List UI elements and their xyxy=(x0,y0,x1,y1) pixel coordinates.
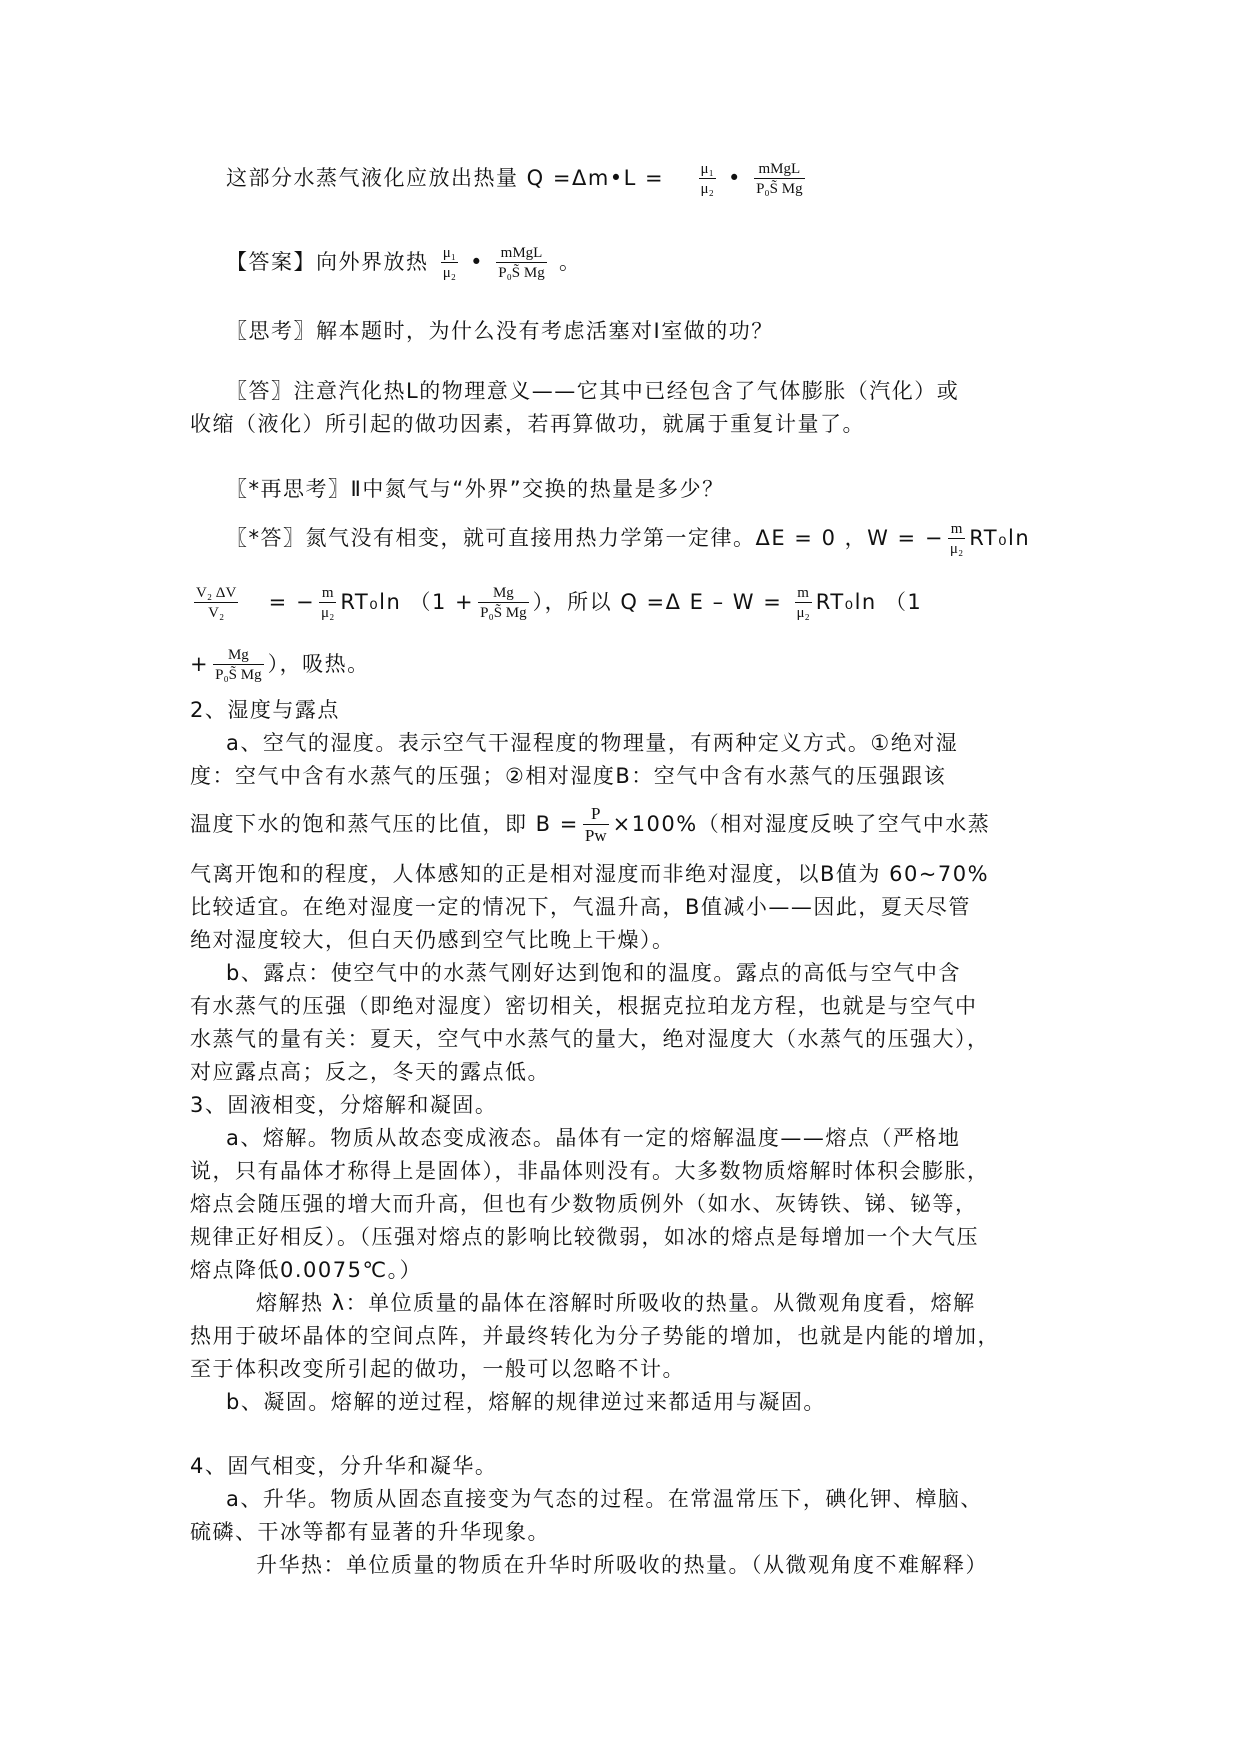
sec4-a-line-2: 硫磷、干冰等都有显著的升华现象。 xyxy=(190,1520,550,1544)
answer-text: 【答案】向外界放热 xyxy=(226,250,429,274)
think-answer-line-1: 〖答〗注意汽化热L的物理意义——它其中已经包含了气体膨胀（汽化）或 xyxy=(226,379,960,403)
sec3-heat-line-2: 热用于破坏晶体的空间点阵，并最终转化为分子势能的增加，也就是内能的增加， xyxy=(190,1324,1000,1348)
sec3-a-line-4: 规律正好相反）。（压强对熔点的影响比较微弱，如冰的熔点是每增加一个大气压 xyxy=(190,1225,979,1249)
sec2-a-line-4: 气离开饱和的程度，人体感知的正是相对湿度而非绝对湿度，以B值为 60~70% xyxy=(190,862,990,886)
mmgl-fraction: $\frac{\text{mMgL}}{\text{P₀S̃ Mg}}$ xyxy=(756,161,803,197)
rethink-answer-line-1: 〖*答〗氮气没有相变，就可直接用热力学第一定律。ΔE = 0 ，W = − $\frac{m}{\text{μ₂}}$ RT₀ln xyxy=(226,521,1031,557)
sec3-a-line-1: a、熔解。物质从故态变成液态。晶体有一定的熔解温度——熔点（严格地 xyxy=(226,1126,961,1150)
section-4-title: 4、固气相变，分升华和凝华。 xyxy=(190,1454,498,1478)
sec3-a-line-2: 说，只有晶体才称得上是固体），非晶体则没有。大多数物质熔解时体积会膨胀， xyxy=(190,1159,990,1183)
think-answer-line-2: 收缩（液化）所引起的做功因素，若再算做功，就属于重复计量了。 xyxy=(190,412,865,436)
heat-equation-line: 这部分水蒸气液化应放出热量 Q =Δm•L = $\frac{\text{μ₁}}{\text{μ₂}}$ • $\frac{\text{mMgL}}{\text{P₀S̃ Mg}}$ xyxy=(226,161,803,197)
sec2-b-line-4: 对应露点高；反之，冬天的露点低。 xyxy=(190,1060,550,1084)
volume-fraction: $\frac{\text{V₂ ΔV}}{\text{V₂}}$ xyxy=(196,585,237,621)
rethink-question: 〖*再思考〗Ⅱ中氮气与“外界”交换的热量是多少？ xyxy=(226,477,725,501)
sec2-a-line-1: a、空气的湿度。表示空气干湿程度的物理量，有两种定义方式。①绝对湿 xyxy=(226,731,959,755)
sec4-heat-line: 升华热：单位质量的物质在升华时所吸收的热量。（从微观角度不难解释） xyxy=(256,1553,988,1577)
mg-fraction: $\frac{Mg}{\text{P₀S̃ Mg}}$ xyxy=(480,585,527,621)
rethink-answer-line-2: $\frac{\text{V₂ ΔV}}{\text{V₂}}$ = − $\frac{m}{\text{μ₂}}$ RT₀ln （1 + $\frac{Mg}{\text{P₀S̃ Mg}}$ ），所以 Q =Δ E – W = $\frac{m}{\text{μ₂}}$ RT₀ln （1 xyxy=(196,585,923,621)
answer-line: 【答案】向外界放热 $\frac{\text{μ₁}}{\text{μ₂}}$ • $\frac{\text{mMgL}}{\text{P₀S̃ Mg}}$ 。 xyxy=(226,245,582,281)
sec2-b-line-1: b、露点：使空气中的水蒸气刚好达到饱和的温度。露点的高低与空气中含 xyxy=(226,961,961,985)
sec2-b-line-3: 水蒸气的量有关：夏天，空气中水蒸气的量大，绝对湿度大（水蒸气的压强大）， xyxy=(190,1027,990,1051)
p-over-pw-fraction: $\frac{P}{Pw}$ xyxy=(584,804,607,845)
answer-mu-fraction: $\frac{\text{μ₁}}{\text{μ₂}}$ xyxy=(442,245,456,281)
answer-mmgl-fraction: $\frac{\text{mMgL}}{\text{P₀S̃ Mg}}$ xyxy=(498,245,545,281)
sec2-a-line-5: 比较适宜。在绝对湿度一定的情况下，气温升高，B值减小——因此，夏天尽管 xyxy=(190,895,971,919)
section-2-title: 2、湿度与露点 xyxy=(190,698,340,722)
heat-equation-text: 这部分水蒸气液化应放出热量 Q =Δm•L = xyxy=(226,166,665,190)
sec3-heat-line-3: 至于体积改变所引起的做功，一般可以忽略不计。 xyxy=(190,1357,685,1381)
sec2-b-line-2: 有水蒸气的压强（即绝对湿度）密切相关，根据克拉珀龙方程，也就是与空气中 xyxy=(190,994,978,1018)
m-over-mu2-fraction: $\frac{m}{\text{μ₂}}$ xyxy=(949,521,964,557)
sec2-a-line-3: 温度下水的饱和蒸气压的比值，即 B = $\frac{P}{Pw}$ ×100%（相对湿度反映了空气中水蒸 xyxy=(190,804,991,845)
mu-ratio-fraction: $\frac{\text{μ₁}}{\text{μ₂}}$ xyxy=(700,161,714,197)
sec3-b-line: b、凝固。熔解的逆过程，熔解的规律逆过来都适用与凝固。 xyxy=(226,1390,826,1414)
sec3-heat-line-1: 熔解热 λ：单位质量的晶体在溶解时所吸收的热量。从微观角度看，熔解 xyxy=(256,1291,976,1315)
mg-fraction-2: $\frac{Mg}{\text{P₀S̃ Mg}}$ xyxy=(215,647,262,683)
m-over-mu2-fraction-3: $\frac{m}{\text{μ₂}}$ xyxy=(796,585,810,621)
sec2-a-line-6: 绝对湿度较大，但白天仍感到空气比晚上干燥）。 xyxy=(190,928,675,952)
rethink-answer-line-3: + $\frac{Mg}{\text{P₀S̃ Mg}}$ ），吸热。 xyxy=(190,647,370,683)
sec4-a-line-1: a、升华。物质从固态直接变为气态的过程。在常温常压下，碘化钾、樟脑、 xyxy=(226,1487,983,1511)
sec3-a-line-5: 熔点降低0.0075℃。） xyxy=(190,1258,423,1282)
section-3-title: 3、固液相变，分熔解和凝固。 xyxy=(190,1093,498,1117)
m-over-mu2-fraction-2: $\frac{m}{\text{μ₂}}$ xyxy=(321,585,335,621)
sec3-a-line-3: 熔点会随压强的增大而升高，但也有少数物质例外（如水、灰铸铁、锑、铋等， xyxy=(190,1192,978,1216)
sec2-a-line-2: 度：空气中含有水蒸气的压强；②相对湿度B：空气中含有水蒸气的压强跟该 xyxy=(190,764,947,788)
think-question: 〖思考〗解本题时，为什么没有考虑活塞对Ⅰ室做的功？ xyxy=(226,319,774,343)
